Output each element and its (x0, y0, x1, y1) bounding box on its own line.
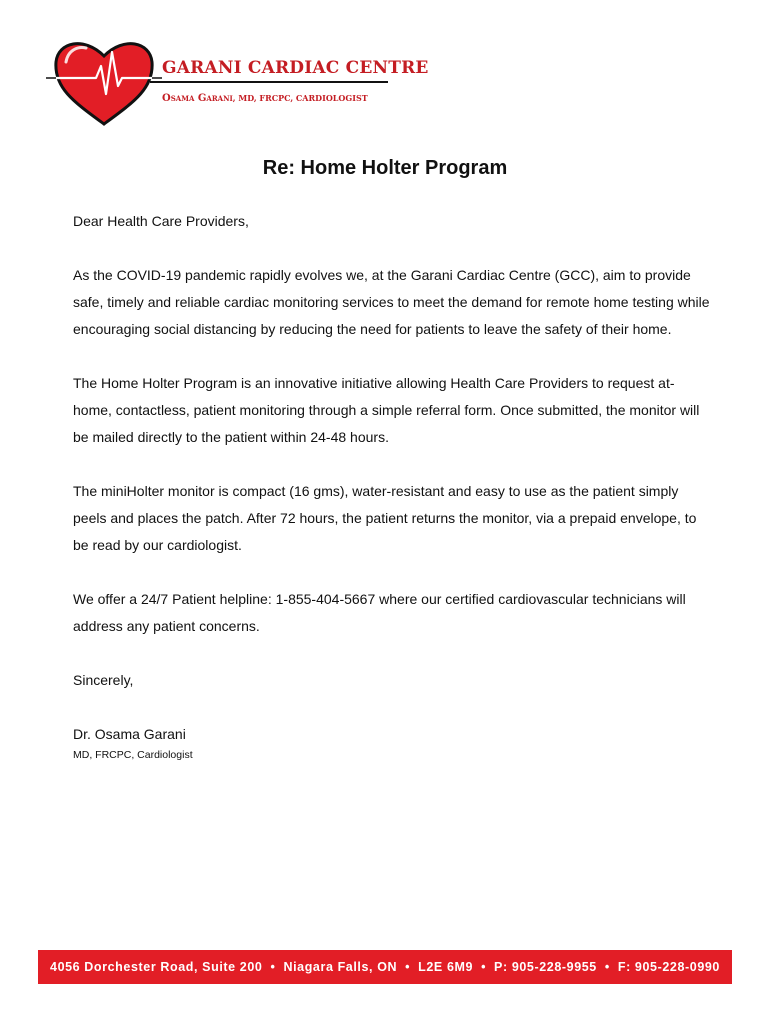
salutation: Dear Health Care Providers, (73, 213, 249, 229)
footer-address: 4056 Dorchester Road, Suite 200 (50, 960, 263, 974)
paragraph-monitor: The miniHolter monitor is compact (16 gms), water-resistant and easy to use as the patient simply peels and places the patch. After 72 hours, the patient returns the monitor, via a prepaid envelope, to be read by our cardiologist. (73, 483, 697, 553)
heart-logo-icon (46, 36, 162, 128)
paragraph-covid: As the COVID-19 pandemic rapidly evolves we, at the Garani Cardiac Centre (GCC), aim to provide safe, timely and reliable cardiac monitoring services to meet the demand for remote home testing while encouraging social distancing by reducing the need for patients to leave the safety of their home. (73, 267, 710, 337)
footer-separator: • (604, 960, 610, 974)
doctor-credentials: , MD, FRCPC, CARDIOLOGIST (232, 93, 368, 103)
footer-separator: • (481, 960, 487, 974)
letterhead (0, 0, 770, 130)
footer-postal: L2E 6M9 (418, 960, 474, 974)
footer-contact-bar (38, 950, 732, 984)
signature-name: Dr. Osama Garani (73, 726, 186, 742)
doctor-name: Osama Garani (162, 93, 233, 104)
footer-separator: • (405, 960, 411, 974)
footer-fax: F: 905-228-0990 (617, 960, 720, 974)
paragraph-program: The Home Holter Program is an innovative initiative allowing Health Care Providers to request at-home, contactless, patient monitoring through a simple referral form. Once submitted, the monitor will be mailed directly to the patient within 24-48 hours. (73, 375, 700, 445)
footer-city: Niagara Falls, ON (283, 960, 398, 974)
doctor-line (162, 86, 368, 105)
closing: Sincerely, (73, 672, 134, 688)
clinic-name: GARANI CARDIAC CENTRE (162, 58, 429, 78)
letter-subject: Re: Home Holter Program (262, 157, 508, 179)
letter-body (73, 208, 713, 789)
footer-phone: P: 905-228-9955 (494, 960, 597, 974)
signature-credentials: MD, FRCPC, Cardiologist (73, 749, 193, 761)
paragraph-helpline: We offer a 24/7 Patient helpline: 1-855-404-5667 where our certified cardiovascular technicians will address any patient concerns. (73, 591, 686, 634)
footer-separator: • (270, 960, 276, 974)
header-rule (150, 81, 388, 83)
